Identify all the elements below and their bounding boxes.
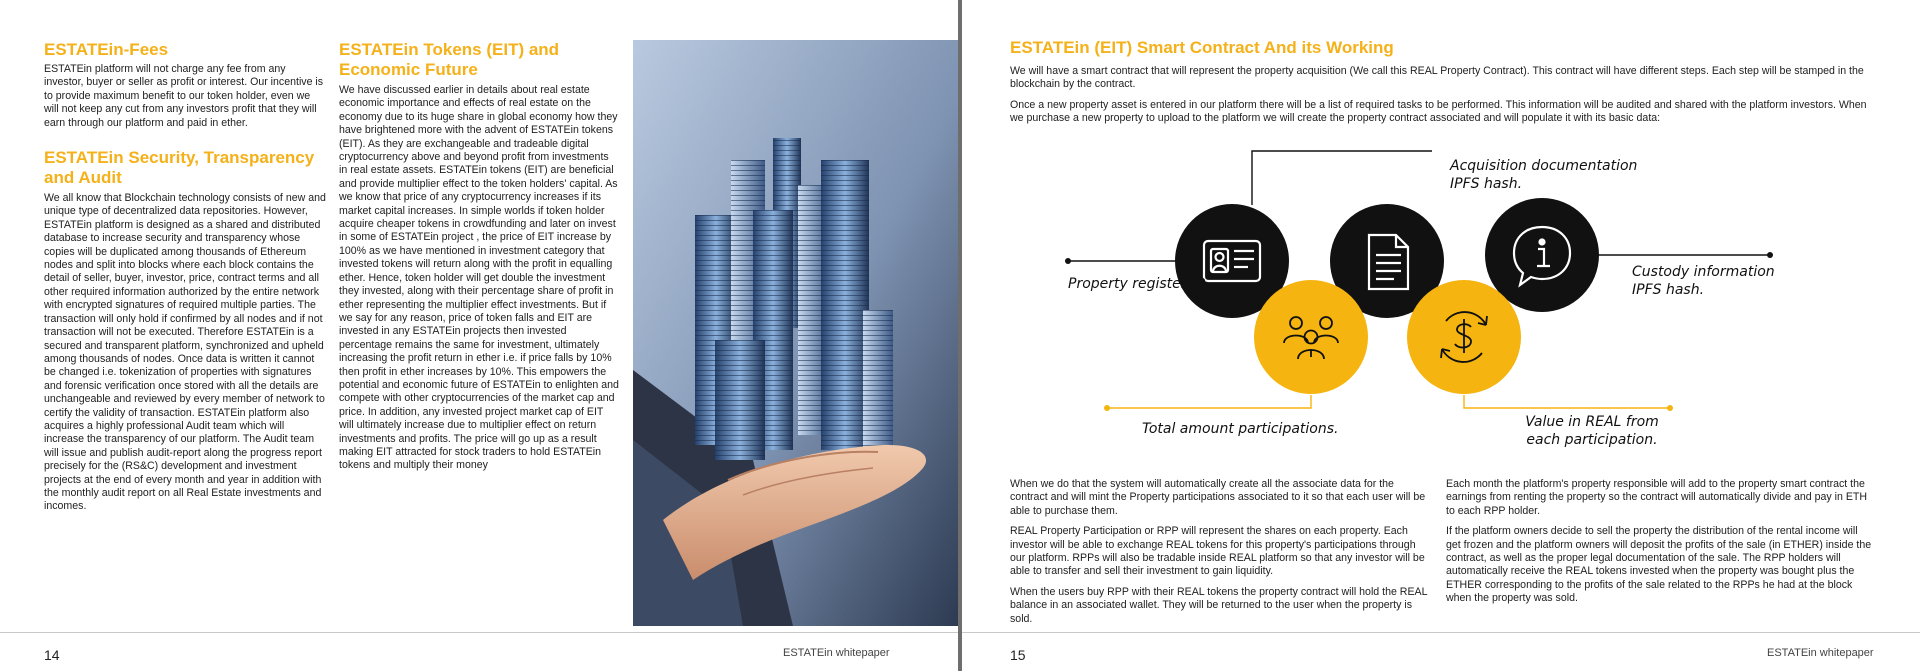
footer-divider [0, 632, 958, 633]
intro-paragraph: Once a new property asset is entered in our platform there will be a list of required tasks to be performed. This information will be audited and shared with the platform investors. When we purchase a new property to upload to the platform we will create the property contract associated and will populate it with its basic data: [1010, 98, 1867, 125]
page-number: 15 [1010, 647, 1026, 663]
participations-label: Total amount participations. [1142, 421, 1339, 437]
acquisition-label [1450, 157, 1637, 193]
right-column-2 [1446, 478, 1874, 613]
tokens-text: We have discussed earlier in details about real estate economic importance and effects of real estate on the economy due to its huge share in global economy how they have brightened more with the advent of ESTATEin tokens (EIT). As they are exchangeable and tradeable digital cryptocurrency above and beyond profit from investments in real estate assets. ESTATEin tokens (EIT) are beneficial and provide multiplier effect to the token holders' capital. As we know that price of any cryptocurrency increases if its market capital increases. In simple worlds if token holder acquire cheaper tokens in crowdfunding and later on invest in some of ESTATEin project , the price of EIT increase by 100% as we have mentioned in investment category that invested tokens will return along with the profit in equalling ether. Hence, token holder will get double the investment they invested, along with their percentage share of profit in ether representing the multiplier effect investments. But if we say for any reason, price of token falls and EIT are invested in any ESTATEin projects then invested percentage remains the same for investment, ultimately increasing the profit return in ether i.e. if price falls by 10% then profit in ether increases by 10%. This empowers the potential and economic future of ESTATEin to enlighten and compete with other cryptocurrencies of the market cap and price. In addition, any invested project market cap of EIT will ultimately increase due to multiplier effect on return investments and profits. The price will go up as a result making EIT attracted for stock traders to hold ESTATEin tokens and multiply their money [339, 84, 619, 472]
smart-contract-heading: ESTATEin (EIT) Smart Contract And its Working [1010, 38, 1394, 57]
security-text: We all know that Blockchain technology consists of new and unique type of decentralized data repositories. However, ESTATEin platform is designed as a shared and distributed database to increase security and transparency whose copies will be duplicated among thousands of Ethereum nodes and split into blocks where each block contains the detail of seller, buyer, investor, price, contract terms and all other required information authorized by the entire network with encrypted signatures of required multiple parties. The transaction will only hold if confirmed by all nodes and if not transaction will not be executed. Therefore ESTATEin is a secured and transparent platform, synchronized and upheld among thousands of nodes. Once data is written it cannot be changed i.e. tokenization of properties with signatures and forensic verification once stored with all the details are unchangeable and reviewed by every member of network to certify the validity of transaction. ESTATEin platform also acquires a highly professional Audit team which will increase the transparency of our platform. The Audit team will issue and publish audit-report along the progress report precisely for the (RS&C) development and investment projects at the end of every month and year in addition with the monthly audit report on all Real Estate investments and incomes. [44, 192, 326, 513]
participations-circle [1254, 280, 1368, 394]
custody-label [1632, 263, 1775, 299]
custody-label-line: IPFS hash. [1632, 282, 1705, 298]
acquisition-label-line: Acquisition documentation [1450, 158, 1638, 174]
smart-contract-diagram [1062, 145, 1792, 460]
value-label-line: Value in REAL from [1525, 414, 1659, 430]
left-column [44, 40, 327, 514]
body-paragraph: When we do that the system will automatically create all the associate data for the contract and will mint the Property participations associated to it so that each user will be able to purchase them. [1010, 478, 1426, 517]
body-paragraph: If the platform owners decide to sell the property the distribution of the rental income will get frozen and the platform owners will deposit the profits of the sale (in ETHER) inside the contract, as well as the proper legal documentation of the sale. The RPP holders will automatically receive the REAL tokens invested when the property was bought plus the ETHER corresponding to the profits of the sale related to the RPPs he had at the block when the property was sold. [1446, 525, 1872, 605]
page-number: 14 [44, 647, 60, 663]
security-heading: ESTATEin Security, Transparency and Audit [44, 148, 315, 188]
acquisition-label-line: IPFS hash. [1450, 176, 1523, 192]
value-label [1482, 413, 1702, 449]
fees-text: ESTATEin platform will not charge any fee from any investor, buyer or seller as profit or interest. Our incentive is to provide maximum benefit to our token holder, even we will not keep any cut from any investors profit that they will earn through our platform and paid in ether. [44, 63, 324, 129]
body-paragraph: When the users buy RPP with their REAL tokens the property contract will hold the REAL balance in an associated wallet. They will be returned to the user when the property is sold. [1010, 585, 1428, 625]
city-in-hand-photo [633, 40, 958, 626]
intro-text [1010, 65, 1880, 133]
intro-paragraph: We will have a smart contract that will represent the property acquisition (We call this REAL Property Contract). This contract will have different steps. Each step will be stamped in the blockchain by the contract. [1010, 65, 1864, 91]
right-column-1 [1010, 478, 1430, 633]
left-page [0, 0, 958, 671]
custody-label-line: Custody information [1632, 264, 1775, 280]
property-register-label: Property register ID [1068, 276, 1206, 292]
connector-lines-yellow [1107, 395, 1670, 408]
value-label-line: each participation. [1526, 432, 1658, 448]
tokens-heading: ESTATEin Tokens (EIT) and Economic Future [339, 40, 560, 79]
body-paragraph: Each month the platform's property responsible will add to the property smart contract the earnings from renting the property so the contract will automatically divide and pay in ETH to each RPP holder. [1446, 478, 1868, 517]
right-page [962, 0, 1920, 671]
body-paragraph: REAL Property Participation or RPP will represent the shares on each property. Each investor will be able to exchange REAL tokens for this property's participations through our platform. RPPs will also be tradable inside REAL platform so that any investor will be able to transfer and sell their investment to gain liquidity. [1010, 525, 1425, 578]
footer-divider [962, 632, 1920, 633]
footer-title: ESTATEin whitepaper [1767, 647, 1874, 659]
middle-column [339, 40, 619, 473]
fees-heading: ESTATEin-Fees [44, 40, 169, 59]
footer-title: ESTATEin whitepaper [783, 647, 890, 659]
